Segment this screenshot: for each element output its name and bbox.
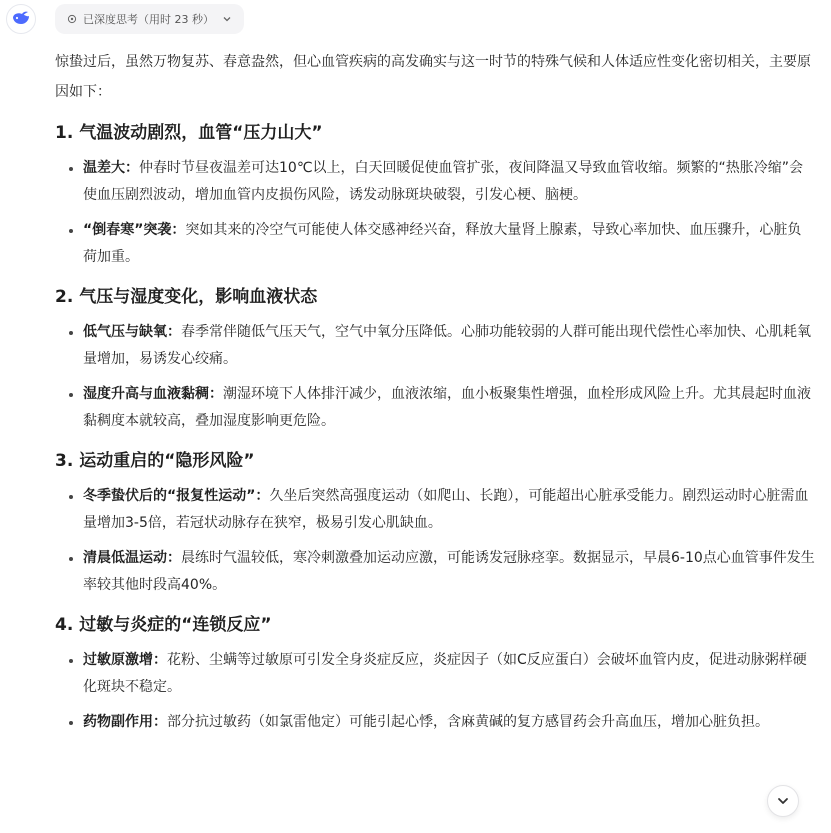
item-text: 部分抗过敏药（如氯雷他定）可能引起心悸，含麻黄碱的复方感冒药会升高血压，增加心脏负担。: [167, 714, 769, 730]
answer-content: [55, 47, 815, 744]
item-text: 仲春时节昼夜温差可达10℃以上，白天回暖促使血管扩张，夜间降温又导致血管收缩。频繁的“热胀冷缩”会使血压剧烈波动，增加血管内皮损伤风险，诱发动脉斑块破裂，引发心梗、脑梗。: [83, 160, 804, 203]
bullet-list: [55, 155, 815, 271]
item-sep: ：: [167, 550, 181, 566]
item-sep: ：: [209, 386, 223, 402]
item-text: 潮湿环境下人体排汗减少，血液浓缩，血小板聚集性增强，血栓形成风险上升。尤其晨起时血液黏稠度本就较高，叠加湿度影响更危险。: [83, 386, 811, 429]
item-label: 过敏原激增: [83, 652, 153, 668]
bullet-list: [55, 319, 815, 435]
item-label: “倒春寒”突袭: [83, 222, 172, 238]
bullet-list: [55, 647, 815, 736]
bullet-icon: [69, 721, 73, 725]
list-item: [55, 647, 815, 701]
thinking-status-text: 已深度思考（用时 23 秒）: [83, 13, 214, 26]
item-label: 湿度升高与血液黏稠: [83, 386, 209, 402]
assistant-avatar: [6, 4, 36, 34]
item-sep: ：: [167, 324, 181, 340]
list-item: [55, 217, 815, 271]
bullet-icon: [69, 495, 73, 499]
list-item: [55, 545, 815, 599]
section-heading: 4. 过敏与炎症的“连锁反应”: [55, 615, 272, 635]
list-item: [55, 381, 815, 435]
section-heading: 1. 气温波动剧烈，血管“压力山大”: [55, 123, 323, 143]
item-text: 春季常伴随低气压天气，空气中氧分压降低。心肺功能较弱的人群可能出现代偿性心率加快、心肌耗氧量增加，易诱发心绞痛。: [83, 324, 811, 367]
list-item: [55, 483, 815, 537]
bullet-icon: [69, 557, 73, 561]
bullet-icon: [69, 167, 73, 171]
whale-logo-icon: [11, 11, 31, 27]
deep-think-toggle[interactable]: [55, 4, 244, 34]
bullet-list: [55, 483, 815, 599]
item-sep: ：: [255, 488, 270, 504]
item-sep: ：: [153, 714, 167, 730]
item-sep: ：: [125, 160, 139, 176]
intro-paragraph: 惊蛰过后，虽然万物复苏、春意盎然，但心血管疾病的高发确实与这一时节的特殊气候和人体适应性变化密切相关，主要原因如下：: [55, 54, 811, 100]
chevron-down-icon: [222, 14, 232, 24]
chevron-down-icon: [776, 794, 790, 808]
list-item: [55, 319, 815, 373]
item-label: 药物副作用: [83, 714, 153, 730]
item-sep: ：: [153, 652, 167, 668]
item-label: 低气压与缺氧: [83, 324, 167, 340]
bullet-icon: [69, 659, 73, 663]
item-text: 久坐后突然高强度运动（如爬山、长跑），可能超出心脏承受能力。剧烈运动时心脏需血量增加3-5倍，若冠状动脉存在狭窄，极易引发心肌缺血。: [83, 488, 809, 531]
section-heading: 2. 气压与湿度变化，影响血液状态: [55, 287, 318, 307]
item-text: 花粉、尘螨等过敏原可引发全身炎症反应，炎症因子（如C反应蛋白）会破坏血管内皮，促进动脉粥样硬化斑块不稳定。: [83, 652, 807, 695]
item-label: 温差大: [83, 160, 125, 176]
item-text: 晨练时气温较低，寒冷刺激叠加运动应激，可能诱发冠脉痉挛。数据显示，早晨6-10点心血管事件发生率较其他时段高40%。: [83, 550, 815, 593]
bullet-icon: [69, 229, 73, 233]
bullet-icon: [69, 331, 73, 335]
bullet-icon: [69, 393, 73, 397]
list-item: [55, 709, 815, 736]
deep-think-icon: [67, 14, 77, 24]
item-sep: ：: [171, 222, 186, 238]
item-label: 清晨低温运动: [83, 550, 167, 566]
item-text: 突如其来的冷空气可能使人体交感神经兴奋，释放大量肾上腺素，导致心率加快、血压骤升，心脏负荷加重。: [83, 222, 802, 265]
section-heading: 3. 运动重启的“隐形风险”: [55, 451, 255, 471]
scroll-to-bottom-button[interactable]: [767, 785, 799, 817]
item-label: 冬季蛰伏后的“报复性运动”: [83, 488, 256, 504]
list-item: [55, 155, 815, 209]
